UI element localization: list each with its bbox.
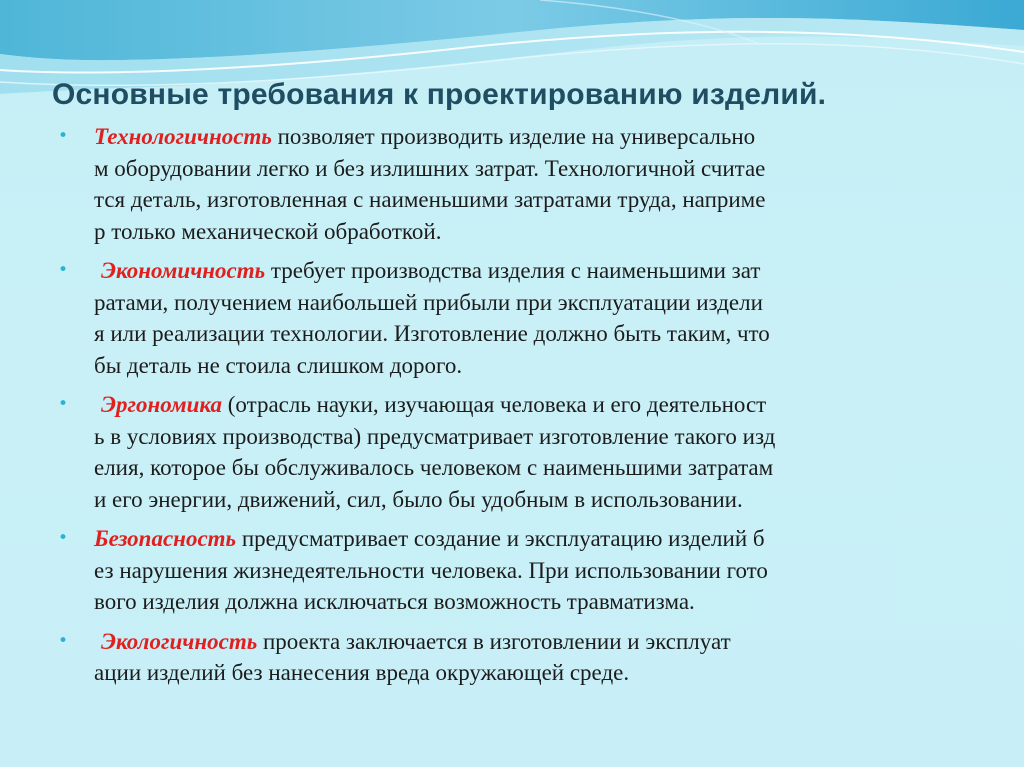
list-item [58, 121, 983, 247]
item-line: бы деталь не стоила слишком дорого. [94, 352, 463, 378]
item-text: проекта заключается в изготовлении и эксплуат [257, 628, 731, 654]
bullet-dot-icon: • [58, 528, 69, 548]
requirements-list [58, 121, 983, 697]
requirement-term: Безопасность [94, 526, 237, 551]
item-text: (отрасль науки, изучающая человека и его деятельност [222, 392, 767, 417]
bullet-dot-icon: • [58, 260, 69, 280]
item-line: елия, которое бы обслуживалось человеком с наименьшими затратам [94, 455, 774, 480]
item-line [94, 626, 983, 658]
requirement-term: Технологичность [94, 124, 272, 149]
requirement-term: Экономичность [101, 258, 266, 283]
list-item [58, 523, 983, 618]
requirement-term: Экологичность [101, 628, 258, 654]
item-line: м оборудовании легко и без излишних затрат. Технологичной считае [94, 155, 766, 181]
item-text: предусматривает создание и эксплуатацию изделий б [236, 526, 765, 551]
item-line [94, 523, 983, 555]
bullet-dot-icon: • [58, 394, 69, 414]
item-text: позволяет производить изделие на универсально [271, 124, 756, 149]
slide-title: Основные требования к проектированию изделий. [52, 78, 827, 111]
item-line: тся деталь, изготовленная с наименьшими затратами труда, наприме [94, 187, 766, 212]
item-line: я или реализации технологии. Изготовление должно быть таким, что [94, 321, 770, 346]
item-line [94, 389, 983, 421]
item-line: вого изделия должна исключаться возможность травматизма. [94, 589, 695, 614]
item-line: р только механической обработкой. [94, 218, 442, 244]
item-line: ации изделий без нанесения вреда окружающей среде. [94, 660, 630, 685]
bullet-dot-icon: • [58, 126, 69, 146]
requirement-term: Эргономика [101, 392, 222, 417]
item-line [94, 121, 983, 153]
item-line: ратами, получением наибольшей прибыли при эксплуатации издели [94, 289, 763, 315]
item-text: требует производства изделия с наименьшими зат [265, 258, 761, 283]
item-line [94, 255, 983, 287]
bullet-dot-icon: • [58, 630, 69, 651]
item-line: ез нарушения жизнедеятельности человека. При использовании гото [94, 557, 768, 583]
list-item [58, 389, 983, 515]
list-item [58, 255, 983, 381]
item-line: и его энергии, движений, сил, было бы удобным в использовании. [94, 486, 743, 512]
item-line: ь в условиях производства) предусматривает изготовление такого изд [94, 423, 776, 449]
list-item [58, 626, 983, 689]
